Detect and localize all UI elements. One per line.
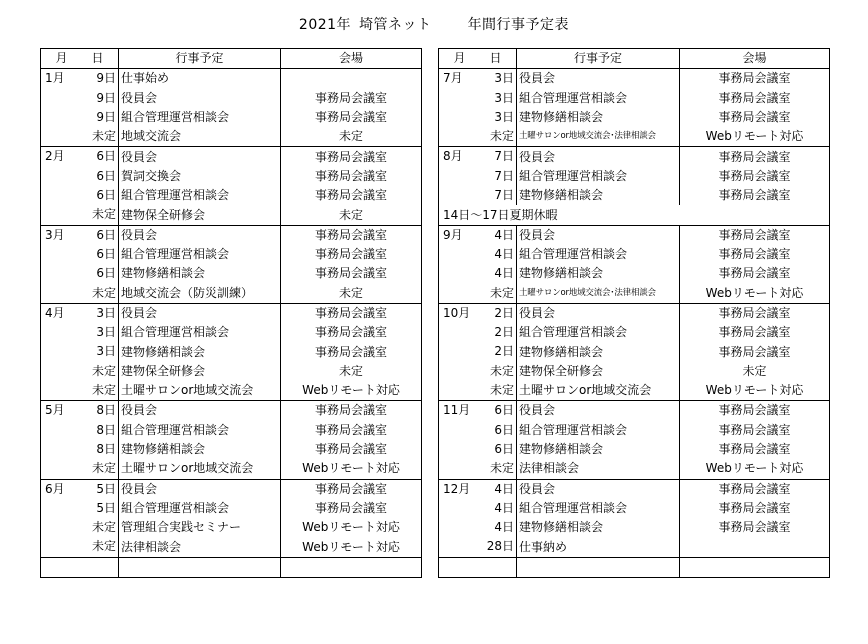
day-label: 6日 (96, 149, 116, 164)
date-cell (439, 245, 517, 264)
event-cell: 地域交流会 (119, 127, 281, 147)
event-cell: 組合管理運営相談会 (119, 186, 281, 205)
day-label: 未定 (489, 363, 514, 378)
month-label: 9月 (443, 227, 463, 242)
event-cell: 建物修繕相談会 (517, 518, 680, 537)
date-cell (41, 323, 119, 342)
day-label: 未定 (489, 461, 514, 476)
schedule-row (439, 69, 830, 89)
month-label: 2月 (45, 149, 65, 164)
date-cell (439, 167, 517, 186)
day-label: 未定 (91, 363, 116, 378)
event-cell: 建物保全研修会 (119, 205, 281, 225)
day-label: 8日 (96, 422, 116, 437)
date-cell (41, 342, 119, 361)
schedule-row (439, 303, 830, 323)
schedule-row (439, 89, 830, 108)
venue-cell: 事務局会議室 (680, 401, 830, 421)
schedule-table-right (438, 48, 830, 578)
header-row (439, 49, 830, 69)
event-header: 行事予定 (517, 49, 680, 69)
event-cell: 組合管理運営相談会 (119, 323, 281, 342)
schedule-row (41, 499, 422, 518)
schedule-row (41, 245, 422, 264)
schedule-row (41, 264, 422, 283)
day-label: 未定 (91, 520, 116, 535)
date-cell (439, 147, 517, 167)
event-cell: 建物修繕相談会 (517, 342, 680, 361)
event-header: 行事予定 (119, 49, 281, 69)
event-cell: 役員会 (119, 225, 281, 245)
venue-cell: 事務局会議室 (680, 518, 830, 537)
schedule-row (439, 245, 830, 264)
event-cell: 仕事始め (119, 69, 281, 89)
date-cell (41, 401, 119, 421)
day-label: 9日 (96, 109, 116, 124)
venue-cell: 事務局会議室 (680, 167, 830, 186)
schedule-row (439, 108, 830, 127)
date-cell (41, 147, 119, 167)
event-cell: 建物修繕相談会 (517, 264, 680, 283)
schedule-row (439, 479, 830, 499)
date-cell (41, 127, 119, 147)
month-label: 7月 (443, 71, 463, 86)
date-cell (439, 284, 517, 304)
day-label: 9日 (96, 90, 116, 105)
day-label: 8日 (96, 441, 116, 456)
event-cell (119, 557, 281, 577)
schedule-row (41, 108, 422, 127)
date-cell (439, 499, 517, 518)
month-label: 11月 (443, 403, 471, 418)
venue-cell: 事務局会議室 (281, 323, 422, 342)
month-label: 4月 (45, 305, 65, 320)
title-name: 年間行事予定表 (467, 17, 570, 33)
day-label: 3日 (96, 305, 116, 320)
venue-cell: 事務局会議室 (680, 225, 830, 245)
venue-cell: 事務局会議室 (281, 401, 422, 421)
event-cell: 役員会 (517, 147, 680, 167)
schedule-row (439, 225, 830, 245)
venue-cell: Webリモート対応 (281, 381, 422, 401)
schedule-row (439, 381, 830, 401)
date-cell (41, 205, 119, 225)
schedule-row (41, 69, 422, 89)
month-label: 1月 (45, 71, 65, 86)
day-label: 7日 (494, 188, 514, 203)
event-cell: 法律相談会 (119, 537, 281, 557)
date-cell (41, 69, 119, 89)
day-label: 2日 (494, 344, 514, 359)
day-label: 3日 (494, 90, 514, 105)
day-label: 未定 (91, 539, 116, 554)
date-cell (439, 186, 517, 205)
day-label: 未定 (91, 383, 116, 398)
event-cell: 組合管理運営相談会 (517, 245, 680, 264)
event-cell: 役員会 (119, 147, 281, 167)
venue-cell (680, 557, 830, 577)
day-label: 未定 (489, 383, 514, 398)
day-label: 未定 (489, 129, 514, 144)
schedule-row (439, 557, 830, 577)
date-cell (439, 225, 517, 245)
day-label: 4日 (494, 500, 514, 515)
date-cell (41, 459, 119, 479)
month-label: 10月 (443, 305, 471, 320)
venue-cell: 事務局会議室 (281, 89, 422, 108)
event-cell: 組合管理運営相談会 (517, 167, 680, 186)
venue-cell: 未定 (281, 284, 422, 304)
date-cell (439, 127, 517, 147)
schedule-row (41, 127, 422, 147)
schedule-row (439, 440, 830, 459)
schedule-row (41, 186, 422, 205)
month-day-header: 月 日 (41, 49, 119, 69)
date-cell (439, 362, 517, 381)
date-cell (439, 69, 517, 89)
event-cell: 土曜サロンor地域交流会･法律相談会 (517, 284, 680, 304)
day-label: 3日 (494, 109, 514, 124)
date-cell (41, 362, 119, 381)
date-cell (439, 342, 517, 361)
event-cell: 役員会 (119, 89, 281, 108)
event-cell: 土曜サロンor地域交流会 (119, 381, 281, 401)
day-label: 未定 (91, 129, 116, 144)
day-label: 4日 (494, 520, 514, 535)
event-cell: 法律相談会 (517, 459, 680, 479)
event-cell: 役員会 (517, 479, 680, 499)
schedule-row (41, 342, 422, 361)
event-cell: 建物修繕相談会 (517, 440, 680, 459)
venue-cell: 事務局会議室 (281, 264, 422, 283)
date-cell (41, 518, 119, 537)
date-cell (41, 303, 119, 323)
schedule-row (41, 147, 422, 167)
venue-cell: 事務局会議室 (281, 479, 422, 499)
day-label: 6日 (96, 168, 116, 183)
venue-cell: Webリモート対応 (281, 459, 422, 479)
event-cell: 役員会 (119, 479, 281, 499)
day-label: 4日 (494, 246, 514, 261)
schedule-row (41, 537, 422, 557)
venue-header: 会場 (680, 49, 830, 69)
venue-cell: 事務局会議室 (281, 342, 422, 361)
schedule-row (439, 499, 830, 518)
event-cell: 地域交流会（防災訓練） (119, 284, 281, 304)
schedule-row (41, 421, 422, 440)
day-label: 未定 (91, 461, 116, 476)
event-cell: 組合管理運営相談会 (119, 421, 281, 440)
day-label: 6日 (96, 246, 116, 261)
date-cell (439, 264, 517, 283)
day-label: 9日 (96, 71, 116, 86)
date-cell (41, 440, 119, 459)
venue-cell: 事務局会議室 (281, 108, 422, 127)
page-title (0, 14, 868, 34)
day-label: 未定 (91, 207, 116, 222)
day-label: 5日 (96, 481, 116, 496)
event-cell: 管理組合実践セミナー (119, 518, 281, 537)
schedule-row (439, 401, 830, 421)
schedule-row (41, 557, 422, 577)
event-cell: 組合管理運営相談会 (517, 499, 680, 518)
date-cell (41, 499, 119, 518)
date-cell (439, 479, 517, 499)
venue-cell: 事務局会議室 (281, 303, 422, 323)
schedule-row (41, 479, 422, 499)
venue-cell: 事務局会議室 (281, 225, 422, 245)
schedule-row (439, 284, 830, 304)
date-cell (439, 323, 517, 342)
venue-cell: 事務局会議室 (680, 342, 830, 361)
venue-cell: Webリモート対応 (680, 127, 830, 147)
schedule-row (41, 323, 422, 342)
date-cell (439, 108, 517, 127)
date-cell (41, 225, 119, 245)
schedule-table-left (40, 48, 422, 578)
date-cell (41, 479, 119, 499)
schedule-row (41, 518, 422, 537)
schedule-row (439, 147, 830, 167)
holiday-note: 14日～17日夏期休暇 (439, 205, 830, 225)
schedule-row (439, 323, 830, 342)
day-label: 8日 (96, 403, 116, 418)
venue-cell: Webリモート対応 (680, 459, 830, 479)
day-label: 4日 (494, 481, 514, 496)
schedule-row (41, 440, 422, 459)
date-cell (439, 537, 517, 557)
month-label: 5月 (45, 403, 65, 418)
event-cell: 役員会 (119, 401, 281, 421)
schedule-row (439, 186, 830, 205)
schedule-row (439, 421, 830, 440)
venue-header: 会場 (281, 49, 422, 69)
venue-cell: 事務局会議室 (680, 303, 830, 323)
venue-cell: 事務局会議室 (680, 421, 830, 440)
date-cell (439, 440, 517, 459)
venue-cell (281, 557, 422, 577)
date-cell (41, 186, 119, 205)
schedule-row (439, 205, 830, 225)
date-cell (41, 264, 119, 283)
schedule-row (439, 518, 830, 537)
schedule-row (439, 167, 830, 186)
schedule-row (439, 342, 830, 361)
venue-cell (680, 537, 830, 557)
venue-cell: Webリモート対応 (680, 284, 830, 304)
event-cell: 組合管理運営相談会 (517, 323, 680, 342)
venue-cell: 事務局会議室 (680, 499, 830, 518)
event-cell: 役員会 (517, 225, 680, 245)
date-cell (439, 89, 517, 108)
venue-cell: 事務局会議室 (281, 147, 422, 167)
date-cell (439, 557, 517, 577)
date-cell (439, 401, 517, 421)
venue-cell: Webリモート対応 (281, 537, 422, 557)
day-label: 5日 (96, 500, 116, 515)
date-cell (41, 537, 119, 557)
day-label: 6日 (96, 266, 116, 281)
venue-cell: 事務局会議室 (281, 245, 422, 264)
day-label: 7日 (494, 149, 514, 164)
event-cell: 土曜サロンor地域交流会･法律相談会 (517, 127, 680, 147)
month-label: 3月 (45, 227, 65, 242)
venue-cell: Webリモート対応 (680, 381, 830, 401)
day-label: 3日 (96, 325, 116, 340)
event-cell: 建物保全研修会 (517, 362, 680, 381)
day-label: 2日 (494, 305, 514, 320)
day-label: 6日 (494, 422, 514, 437)
date-cell (439, 518, 517, 537)
schedule-row (41, 459, 422, 479)
day-label: 6日 (96, 227, 116, 242)
month-label: 6月 (45, 481, 65, 496)
date-cell (41, 108, 119, 127)
event-cell: 土曜サロンor地域交流会 (119, 459, 281, 479)
day-label: 7日 (494, 168, 514, 183)
venue-cell: 事務局会議室 (281, 421, 422, 440)
event-cell: 仕事納め (517, 537, 680, 557)
event-cell: 役員会 (119, 303, 281, 323)
venue-cell: 事務局会議室 (680, 69, 830, 89)
day-label: 未定 (489, 285, 514, 300)
venue-cell: 未定 (281, 205, 422, 225)
venue-cell: 事務局会議室 (680, 186, 830, 205)
schedule-row (41, 381, 422, 401)
month-label: 8月 (443, 149, 463, 164)
title-year: 2021年 (298, 17, 352, 33)
event-cell: 建物修繕相談会 (119, 264, 281, 283)
date-cell (41, 284, 119, 304)
schedule-row (41, 205, 422, 225)
date-cell (439, 381, 517, 401)
event-cell: 建物保全研修会 (119, 362, 281, 381)
date-cell (41, 381, 119, 401)
day-label: 6日 (494, 403, 514, 418)
day-label: 2日 (494, 325, 514, 340)
schedule-row (41, 284, 422, 304)
venue-cell: 未定 (281, 362, 422, 381)
event-cell (517, 557, 680, 577)
venue-cell: 事務局会議室 (281, 167, 422, 186)
day-label: 6日 (96, 188, 116, 203)
day-label: 4日 (494, 266, 514, 281)
day-label: 6日 (494, 441, 514, 456)
month-day-header: 月 日 (439, 49, 517, 69)
event-cell: 組合管理運営相談会 (517, 421, 680, 440)
event-cell: 組合管理運営相談会 (517, 89, 680, 108)
schedule-row (41, 225, 422, 245)
venue-cell: 未定 (680, 362, 830, 381)
venue-cell: Webリモート対応 (281, 518, 422, 537)
day-label: 3日 (96, 344, 116, 359)
schedule-row (41, 362, 422, 381)
venue-cell: 事務局会議室 (680, 440, 830, 459)
event-cell: 土曜サロンor地域交流会 (517, 381, 680, 401)
header-row (41, 49, 422, 69)
title-org: 埼管ネット (359, 17, 432, 33)
schedule-row (439, 264, 830, 283)
schedule-row (439, 537, 830, 557)
schedule-row (41, 167, 422, 186)
schedule-row (439, 459, 830, 479)
schedule-row (41, 89, 422, 108)
date-cell (41, 167, 119, 186)
day-label: 未定 (91, 285, 116, 300)
date-cell (439, 459, 517, 479)
schedule-row (439, 127, 830, 147)
event-cell: 役員会 (517, 401, 680, 421)
venue-cell: 未定 (281, 127, 422, 147)
venue-cell (281, 69, 422, 89)
schedule-row (41, 303, 422, 323)
venue-cell: 事務局会議室 (680, 89, 830, 108)
date-cell (41, 245, 119, 264)
month-label: 12月 (443, 481, 471, 496)
venue-cell: 事務局会議室 (680, 245, 830, 264)
event-cell: 建物修繕相談会 (119, 342, 281, 361)
event-cell: 組合管理運営相談会 (119, 245, 281, 264)
date-cell (439, 421, 517, 440)
date-cell (41, 557, 119, 577)
event-cell: 建物修繕相談会 (517, 186, 680, 205)
event-cell: 役員会 (517, 303, 680, 323)
venue-cell: 事務局会議室 (680, 147, 830, 167)
date-cell (41, 421, 119, 440)
event-cell: 賀詞交換会 (119, 167, 281, 186)
venue-cell: 事務局会議室 (680, 264, 830, 283)
event-cell: 組合管理運営相談会 (119, 499, 281, 518)
day-label: 4日 (494, 227, 514, 242)
venue-cell: 事務局会議室 (680, 323, 830, 342)
event-cell: 建物修繕相談会 (517, 108, 680, 127)
venue-cell: 事務局会議室 (281, 499, 422, 518)
day-label: 28日 (486, 539, 514, 554)
date-cell (439, 303, 517, 323)
venue-cell: 事務局会議室 (680, 479, 830, 499)
date-cell (41, 89, 119, 108)
venue-cell: 事務局会議室 (680, 108, 830, 127)
schedule-row (41, 401, 422, 421)
event-cell: 建物修繕相談会 (119, 440, 281, 459)
venue-cell: 事務局会議室 (281, 440, 422, 459)
event-cell: 役員会 (517, 69, 680, 89)
venue-cell: 事務局会議室 (281, 186, 422, 205)
day-label: 3日 (494, 71, 514, 86)
event-cell: 組合管理運営相談会 (119, 108, 281, 127)
schedule-row (439, 362, 830, 381)
